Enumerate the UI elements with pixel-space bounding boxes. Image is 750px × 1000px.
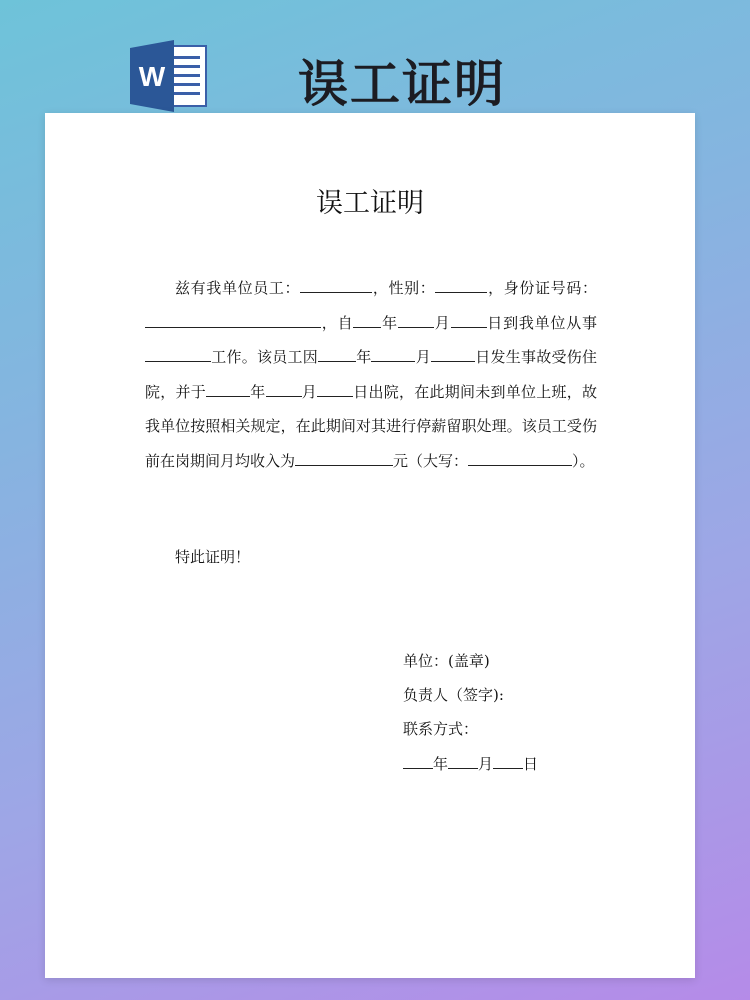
blank-sign-day[interactable] xyxy=(493,754,523,769)
blank-gender[interactable] xyxy=(435,278,487,293)
body-text-8: 工作。该员工因 xyxy=(211,348,318,366)
blank-sign-month[interactable] xyxy=(448,754,478,769)
blank-start-year[interactable] xyxy=(353,313,381,328)
blank-income-in-words[interactable] xyxy=(468,451,572,466)
body-text-14: 日出院，在此期间未到单位上班，故我单位按照相关规定，在此期间对其进行停薪留职处理。该员工受伤前在岗期间月均收入为 xyxy=(145,382,597,470)
signature-contact: 联系方式： xyxy=(403,720,479,738)
blank-sign-year[interactable] xyxy=(403,754,433,769)
body-text-13: 月 xyxy=(301,382,317,401)
blank-accident-year[interactable] xyxy=(318,347,356,362)
blank-discharge-day[interactable] xyxy=(317,382,353,397)
blank-employee-name[interactable] xyxy=(300,278,372,293)
blank-accident-month[interactable] xyxy=(371,347,415,362)
blank-discharge-month[interactable] xyxy=(266,382,302,397)
document-page xyxy=(45,113,695,978)
word-icon-letter: W xyxy=(138,61,166,92)
signature-date xyxy=(403,753,538,774)
blank-start-day[interactable] xyxy=(451,313,487,328)
date-day-label: 日 xyxy=(523,755,539,773)
body-text-1: 兹有我单位员工： xyxy=(175,279,301,297)
blank-monthly-income[interactable] xyxy=(295,451,393,466)
document-title: 误工证明 xyxy=(316,188,424,219)
date-year-label: 年 xyxy=(433,755,449,773)
body-text-6: 月 xyxy=(433,313,451,332)
body-text-12: 年 xyxy=(250,382,266,401)
date-month-label: 月 xyxy=(478,755,494,773)
page-header xyxy=(0,0,750,113)
closing-statement: 特此证明！ xyxy=(175,548,251,566)
signature-unit: 单位：(盖章) xyxy=(403,652,490,670)
signature-person: 负责人（签字): xyxy=(403,686,504,704)
word-icon xyxy=(130,40,208,112)
document-body xyxy=(145,271,597,478)
body-text-7: 日到我单位从事 xyxy=(486,313,597,332)
body-text-2: ，性别： xyxy=(372,279,436,297)
body-text-15: 元（大写： xyxy=(393,451,469,470)
body-text-3: ，身份证号码： xyxy=(487,279,597,297)
blank-start-month[interactable] xyxy=(398,313,434,328)
body-text-10: 月 xyxy=(415,348,431,366)
blank-accident-day[interactable] xyxy=(431,347,475,362)
body-text-5: 年 xyxy=(381,313,398,332)
body-text-9: 年 xyxy=(355,348,372,366)
body-text-4: ，自 xyxy=(321,313,354,332)
blank-job[interactable] xyxy=(145,347,211,362)
blank-id-number[interactable] xyxy=(145,313,321,328)
blank-discharge-year[interactable] xyxy=(206,382,250,397)
body-text-16: ）。 xyxy=(572,451,595,470)
body-text-11: 日发生事故受伤住院，并于 xyxy=(145,348,597,401)
header-title: 误工证明 xyxy=(298,55,506,113)
